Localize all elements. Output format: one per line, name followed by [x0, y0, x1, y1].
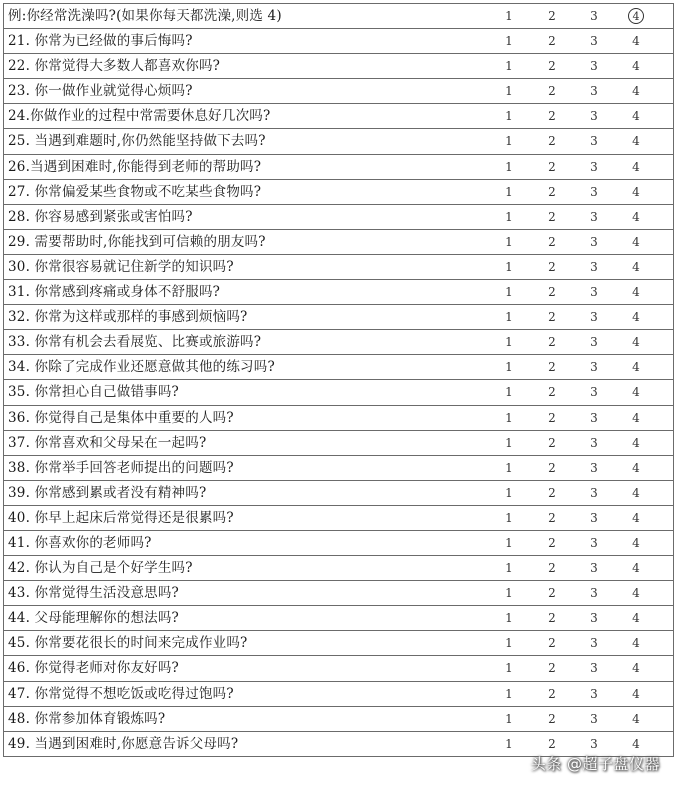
answer-option-4[interactable]: 4	[632, 109, 640, 124]
question-row	[4, 581, 673, 606]
question-text: 26.当遇到困难时,你能得到老师的帮助吗?	[8, 158, 262, 175]
answer-option-2[interactable]: 2	[548, 661, 556, 676]
question-text: 49. 当遇到困难时,你愿意告诉父母吗?	[8, 735, 239, 752]
question-text: 37. 你常喜欢和父母呆在一起吗?	[8, 434, 207, 451]
answer-option-2[interactable]: 2	[548, 736, 556, 751]
question-text: 33. 你常有机会去看展览、比赛或旅游吗?	[8, 334, 262, 351]
answer-option-2[interactable]: 2	[548, 460, 556, 475]
answer-option-3[interactable]: 3	[590, 134, 598, 149]
question-row	[4, 230, 673, 255]
answer-option-4[interactable]: 4	[632, 134, 640, 149]
question-row	[4, 180, 673, 205]
answer-option-3[interactable]: 3	[590, 259, 598, 274]
answer-option-2[interactable]: 2	[548, 234, 556, 249]
answer-option-4[interactable]: 4	[632, 335, 640, 350]
question-text: 27. 你常偏爱某些食物或不吃某些食物吗?	[8, 183, 262, 200]
answer-option-3[interactable]: 3	[590, 485, 598, 500]
answer-option-1[interactable]: 1	[505, 285, 513, 300]
answer-option-3[interactable]: 3	[590, 59, 598, 74]
answer-option-4[interactable]: 4	[632, 159, 640, 174]
question-row	[4, 155, 673, 180]
answer-option-3[interactable]: 3	[590, 686, 598, 701]
answer-option-4[interactable]: 4	[632, 410, 640, 425]
answer-option-4[interactable]: 4	[632, 460, 640, 475]
question-text: 35. 你常担心自己做错事吗?	[8, 384, 179, 401]
answer-option-2[interactable]: 2	[548, 259, 556, 274]
watermark: 头条 @超子盘仪器	[530, 755, 660, 773]
answer-option-3[interactable]: 3	[590, 736, 598, 751]
question-text: 48. 你常参加体育锻炼吗?	[8, 710, 166, 727]
answer-option-2[interactable]: 2	[548, 485, 556, 500]
question-row	[4, 330, 673, 355]
question-row	[4, 707, 673, 732]
question-text: 38. 你常举手回答老师提出的问题吗?	[8, 459, 234, 476]
answer-option-3[interactable]: 3	[590, 435, 598, 450]
example-option-1: 1	[505, 9, 513, 23]
answer-option-4[interactable]: 4	[632, 736, 640, 751]
answer-option-1[interactable]: 1	[505, 410, 513, 425]
question-row	[4, 656, 673, 681]
question-row	[4, 406, 673, 431]
question-row	[4, 205, 673, 230]
answer-option-4[interactable]: 4	[632, 310, 640, 325]
answer-option-4[interactable]: 4	[632, 59, 640, 74]
question-row	[4, 280, 673, 305]
answer-option-2[interactable]: 2	[548, 611, 556, 626]
answer-option-3[interactable]: 3	[590, 109, 598, 124]
answer-option-3[interactable]: 3	[590, 535, 598, 550]
question-text: 29. 需要帮助时,你能找到可信赖的朋友吗?	[8, 233, 266, 250]
question-text: 36. 你觉得自己是集体中重要的人吗?	[8, 409, 234, 426]
answer-option-1[interactable]: 1	[505, 661, 513, 676]
answer-option-4[interactable]: 4	[632, 711, 640, 726]
answer-option-1[interactable]: 1	[505, 34, 513, 49]
question-text: 32. 你常为这样或那样的事感到烦恼吗?	[8, 309, 248, 326]
answer-option-1[interactable]: 1	[505, 335, 513, 350]
answer-option-2[interactable]: 2	[548, 410, 556, 425]
answer-option-2[interactable]: 2	[548, 636, 556, 651]
answer-option-4[interactable]: 4	[632, 385, 640, 400]
example-row	[4, 4, 673, 29]
question-text: 31. 你常感到疼痛或身体不舒服吗?	[8, 284, 221, 301]
answer-option-1[interactable]: 1	[505, 510, 513, 525]
question-row	[4, 506, 673, 531]
answer-option-4[interactable]: 4	[632, 360, 640, 375]
question-text: 43. 你常觉得生活没意思吗?	[8, 585, 179, 602]
question-row	[4, 355, 673, 380]
answer-option-3[interactable]: 3	[590, 285, 598, 300]
answer-option-1[interactable]: 1	[505, 184, 513, 199]
answer-option-3[interactable]: 3	[590, 460, 598, 475]
question-row	[4, 255, 673, 280]
answer-option-1[interactable]: 1	[505, 209, 513, 224]
answer-option-4[interactable]: 4	[632, 259, 640, 274]
question-text: 30. 你常很容易就记住新学的知识吗?	[8, 258, 234, 275]
example-question: 例:你经常洗澡吗?(如果你每天都洗澡,则选 4)	[8, 8, 282, 24]
question-row	[4, 531, 673, 556]
answer-option-4[interactable]: 4	[632, 535, 640, 550]
question-row	[4, 631, 673, 656]
answer-option-2[interactable]: 2	[548, 59, 556, 74]
answer-option-3[interactable]: 3	[590, 209, 598, 224]
answer-option-2[interactable]: 2	[548, 184, 556, 199]
questionnaire-table	[3, 3, 674, 757]
answer-option-3[interactable]: 3	[590, 184, 598, 199]
answer-option-2[interactable]: 2	[548, 561, 556, 576]
question-text: 42. 你认为自己是个好学生吗?	[8, 560, 193, 577]
answer-option-2[interactable]: 2	[548, 535, 556, 550]
answer-option-1[interactable]: 1	[505, 535, 513, 550]
question-text: 44. 父母能理解你的想法吗?	[8, 610, 179, 627]
answer-option-1[interactable]: 1	[505, 84, 513, 99]
answer-option-2[interactable]: 2	[548, 435, 556, 450]
answer-option-4[interactable]: 4	[632, 586, 640, 601]
question-text: 41. 你喜欢你的老师吗?	[8, 534, 152, 551]
answer-option-3[interactable]: 3	[590, 385, 598, 400]
answer-option-1[interactable]: 1	[505, 385, 513, 400]
answer-option-3[interactable]: 3	[590, 234, 598, 249]
answer-option-1[interactable]: 1	[505, 460, 513, 475]
question-text: 25. 当遇到难题时,你仍然能坚持做下去吗?	[8, 133, 266, 150]
question-row	[4, 380, 673, 405]
answer-option-2[interactable]: 2	[548, 159, 556, 174]
answer-option-3[interactable]: 3	[590, 586, 598, 601]
question-text: 24.你做作业的过程中常需要休息好几次吗?	[8, 108, 271, 125]
question-row	[4, 481, 673, 506]
question-row	[4, 431, 673, 456]
answer-option-1[interactable]: 1	[505, 686, 513, 701]
answer-option-3[interactable]: 3	[590, 360, 598, 375]
answer-option-3[interactable]: 3	[590, 34, 598, 49]
example-option-2: 2	[548, 9, 556, 23]
question-text: 34. 你除了完成作业还愿意做其他的练习吗?	[8, 359, 275, 376]
circled-selected-option: 4	[628, 8, 644, 24]
answer-option-3[interactable]: 3	[590, 410, 598, 425]
question-text: 23. 你一做作业就觉得心烦吗?	[8, 83, 193, 100]
answer-option-2[interactable]: 2	[548, 385, 556, 400]
answer-option-4[interactable]: 4	[632, 611, 640, 626]
answer-option-1[interactable]: 1	[505, 134, 513, 149]
answer-option-1[interactable]: 1	[505, 636, 513, 651]
answer-option-1[interactable]: 1	[505, 485, 513, 500]
answer-option-4[interactable]: 4	[632, 285, 640, 300]
answer-option-1[interactable]: 1	[505, 259, 513, 274]
answer-option-2[interactable]: 2	[548, 84, 556, 99]
answer-option-1[interactable]: 1	[505, 561, 513, 576]
answer-option-2[interactable]: 2	[548, 310, 556, 325]
example-option-3: 3	[590, 9, 598, 23]
answer-option-2[interactable]: 2	[548, 360, 556, 375]
question-text: 21. 你常为已经做的事后悔吗?	[8, 33, 193, 50]
answer-option-3[interactable]: 3	[590, 561, 598, 576]
question-row	[4, 104, 673, 129]
answer-option-4[interactable]: 4	[632, 234, 640, 249]
answer-option-2[interactable]: 2	[548, 285, 556, 300]
answer-option-2[interactable]: 2	[548, 335, 556, 350]
answer-option-3[interactable]: 3	[590, 636, 598, 651]
question-row	[4, 54, 673, 79]
answer-option-1[interactable]: 1	[505, 435, 513, 450]
answer-option-1[interactable]: 1	[505, 59, 513, 74]
answer-option-3[interactable]: 3	[590, 510, 598, 525]
answer-option-2[interactable]: 2	[548, 711, 556, 726]
answer-option-4[interactable]: 4	[632, 686, 640, 701]
answer-option-1[interactable]: 1	[505, 360, 513, 375]
answer-option-4[interactable]: 4	[632, 510, 640, 525]
question-row	[4, 682, 673, 707]
question-row	[4, 79, 673, 104]
answer-option-4[interactable]: 4	[632, 636, 640, 651]
answer-option-3[interactable]: 3	[590, 661, 598, 676]
answer-option-1[interactable]: 1	[505, 234, 513, 249]
answer-option-3[interactable]: 3	[590, 335, 598, 350]
answer-option-1[interactable]: 1	[505, 159, 513, 174]
answer-option-1[interactable]: 1	[505, 310, 513, 325]
answer-option-4[interactable]: 4	[632, 561, 640, 576]
question-text: 47. 你常觉得不想吃饭或吃得过饱吗?	[8, 685, 234, 702]
answer-option-3[interactable]: 3	[590, 159, 598, 174]
answer-option-4[interactable]: 4	[632, 84, 640, 99]
answer-option-1[interactable]: 1	[505, 109, 513, 124]
answer-option-2[interactable]: 2	[548, 34, 556, 49]
answer-option-1[interactable]: 1	[505, 586, 513, 601]
answer-option-3[interactable]: 3	[590, 711, 598, 726]
question-text: 22. 你常觉得大多数人都喜欢你吗?	[8, 58, 221, 75]
answer-option-4[interactable]: 4	[632, 34, 640, 49]
answer-option-3[interactable]: 3	[590, 310, 598, 325]
answer-option-2[interactable]: 2	[548, 134, 556, 149]
answer-option-2[interactable]: 2	[548, 686, 556, 701]
question-text: 40. 你早上起床后常觉得还是很累吗?	[8, 509, 234, 526]
answer-option-1[interactable]: 1	[505, 611, 513, 626]
answer-option-4[interactable]: 4	[632, 661, 640, 676]
answer-option-4[interactable]: 4	[632, 435, 640, 450]
question-row	[4, 606, 673, 631]
answer-option-2[interactable]: 2	[548, 510, 556, 525]
question-row	[4, 556, 673, 581]
answer-option-3[interactable]: 3	[590, 611, 598, 626]
example-option-4-selected	[626, 4, 646, 28]
answer-option-1[interactable]: 1	[505, 736, 513, 751]
answer-option-2[interactable]: 2	[548, 209, 556, 224]
answer-option-4[interactable]: 4	[632, 184, 640, 199]
answer-option-2[interactable]: 2	[548, 109, 556, 124]
answer-option-1[interactable]: 1	[505, 711, 513, 726]
question-text: 45. 你常要花很长的时间来完成作业吗?	[8, 635, 248, 652]
question-text: 28. 你容易感到紧张或害怕吗?	[8, 208, 193, 225]
question-row	[4, 129, 673, 154]
answer-option-3[interactable]: 3	[590, 84, 598, 99]
answer-option-4[interactable]: 4	[632, 209, 640, 224]
question-row	[4, 29, 673, 54]
question-text: 39. 你常感到累或者没有精神吗?	[8, 484, 207, 501]
answer-option-2[interactable]: 2	[548, 586, 556, 601]
question-row	[4, 456, 673, 481]
answer-option-4[interactable]: 4	[632, 485, 640, 500]
question-text: 46. 你觉得老师对你友好吗?	[8, 660, 179, 677]
question-row	[4, 305, 673, 330]
